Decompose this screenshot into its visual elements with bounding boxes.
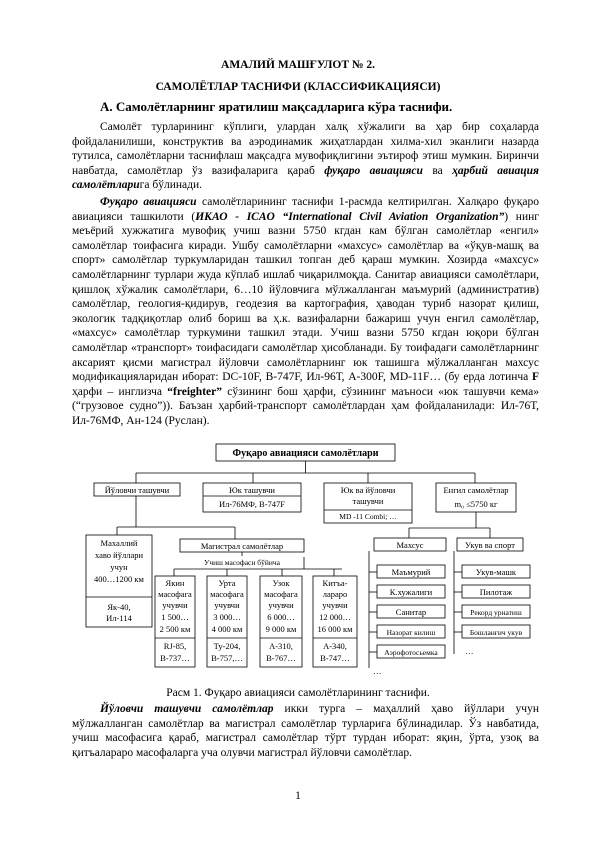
cargo-models: Ил-76МФ, B-747F bbox=[218, 499, 286, 509]
range-line: 4 000 км bbox=[211, 624, 243, 634]
local-line: Махаллий bbox=[100, 538, 138, 548]
paragraph-passenger bbox=[72, 702, 539, 760]
cargo-label: Юк ташувчи bbox=[229, 485, 275, 495]
paragraph-intro bbox=[72, 120, 539, 193]
range-models: RJ-85, bbox=[163, 641, 187, 651]
special-item: Санитар bbox=[395, 607, 427, 617]
range-box-medium bbox=[207, 576, 247, 667]
text-run: сўзининг бош ҳарфи, сўзининг маъноси «юк ташувчи кема» (“грузовое судно”)). Баъзан ҳарбий-транспорт самолётлардан ҳам фойдаланилади: Ил-76Т, Ил-76МФ, Ан-124 (Руслан). bbox=[72, 385, 539, 427]
range-line: Китъа- bbox=[322, 578, 348, 588]
document-subtitle: САМОЛЁТЛАР ТАСНИФИ (КЛАССИФИКАЦИЯСИ) bbox=[155, 81, 441, 93]
bold-text: “freighter” bbox=[167, 385, 222, 398]
passenger-label: Йўловчи ташувчи bbox=[104, 485, 170, 495]
training-items bbox=[462, 565, 530, 638]
range-line: масофага bbox=[158, 589, 192, 599]
text-run: ) нинг меъёрий хужжатига мувофиқ учиш вазни 5750 кгдан кам бўлган самолётлар «енгил» самолётлар тоифасига киради. Ушбу самолётларни «махсус» самолётлар ва «ўқув-машқ ва спорт» самолётлар туркумларидан ташкил топган деб қараш мумкин. Хозирда «махсус» самолётларнинг турлари жуда кўплаб ишлаб чиқарилмоқда. Санитар авиацияси самолётлари, қишлоқ хўжалик самолётлари, 6…10 йўловчига мўлжалланган маъмурий (административ) самолётлар, геология-қидирув, геодезия ва картография, ҳаводан туриб назорат қилиш, экологик тадқиқотлар олиб бориш ва ҳ.к. вазифаларни бажариш учун енгил самолётлар, «махсус» самолётлар туркумини ташкил этади. Учиш вазни 5750 кгдан юқори бўлган самолётлар «транспорт» тоифасидаги самолётлар ҳисобланади. Бу тоифадаги самолётларнинг аксарият қисми магистрал йўловчи самолётларнинг юк ташишга мўлжалланган махсус модификацияларидан иборат: DC-10F, B-747F, Ил-96Т, А-300F, MD-11F… (бу ерда лотинча bbox=[72, 210, 539, 384]
range-line: 6 000… bbox=[267, 612, 295, 622]
training-item: Укув-машк bbox=[475, 567, 517, 577]
range-line: Якин bbox=[165, 578, 185, 588]
special-items bbox=[377, 565, 445, 658]
range-box-intercontinental bbox=[313, 576, 357, 667]
local-line: хаво йўллари bbox=[94, 550, 144, 560]
special-item: Назорат килиш bbox=[386, 628, 436, 637]
range-line: 9 000 км bbox=[265, 624, 297, 634]
range-box-short bbox=[155, 576, 195, 667]
training-item: Рекорд урнатиш bbox=[470, 608, 522, 617]
light-label: Енгил самолётлар bbox=[443, 485, 509, 495]
range-line: масофага bbox=[210, 589, 244, 599]
bold-text: F bbox=[531, 371, 539, 384]
paragraph-civil-aviation bbox=[72, 195, 539, 429]
emphasis: Йўловчи ташувчи самолётлар bbox=[100, 703, 274, 715]
range-line: 16 000 км bbox=[317, 624, 353, 634]
range-models: A-310, bbox=[269, 641, 293, 651]
range-models: B-767… bbox=[266, 653, 296, 663]
emphasis: Фуқаро авиацияси bbox=[100, 196, 197, 208]
special-more: … bbox=[373, 666, 382, 676]
range-line: учувчи bbox=[268, 600, 294, 610]
local-models: Ил-114 bbox=[106, 613, 132, 623]
local-models: Як-40, bbox=[107, 602, 131, 612]
diagram-root-label: Фуқаро авиацияси самолётлари bbox=[232, 448, 379, 459]
range-line: Урта bbox=[218, 578, 236, 588]
combi-models: MD -11 Combi; … bbox=[339, 512, 397, 521]
combi-label: Юк ва йўловчи bbox=[340, 485, 396, 495]
range-line: Узок bbox=[272, 578, 290, 588]
trunk-label: Магистрал самолётлар bbox=[200, 541, 284, 551]
range-line: учувчи bbox=[322, 600, 348, 610]
training-item: Бошланғич укув bbox=[469, 628, 523, 637]
figure-caption: Расм 1. Фуқаро авиацияси самолётларининг таснифи. bbox=[166, 687, 430, 699]
light-weight: m₀ ≤5750 кг bbox=[454, 499, 498, 509]
trunk-note: Учиш масофаси бўйича bbox=[204, 558, 280, 567]
range-line: учувчи bbox=[162, 600, 188, 610]
range-line: 2 500 км bbox=[159, 624, 191, 634]
text-run: икки турга – маҳаллий ҳаво йўллари учун мўлжалланган самолётлар ва магистрал самолётлар турларига бўлинадилар. Ўз навбатида, учиш масофасига қараб, магистрал самолётлар тўрт турдан иборат: яқин, ўрта, узоқ ва қитъалараро масофаларга уча олувчи магистрал йўловчи самолётлар. bbox=[72, 703, 539, 759]
range-models: B-747… bbox=[320, 653, 350, 663]
text-run: самолётларининг таснифи 1-расмда келтирилган. Халқаро фуқаро авиацияси ташкилоти ( bbox=[72, 196, 539, 223]
range-models: Ту-204, bbox=[213, 641, 241, 651]
local-line: 400…1200 км bbox=[94, 574, 144, 584]
special-item: К.хужалиги bbox=[389, 587, 433, 597]
section-heading: А. Самолётларнинг яратилиш мақсадларига кўра таснифи. bbox=[100, 99, 453, 114]
emphasis: ҳарбий авиация самолётлари bbox=[72, 164, 539, 192]
page-number: 1 bbox=[295, 790, 301, 802]
special-item: Маъмурий bbox=[391, 567, 431, 577]
text-run: Самолёт турларининг кўплиги, улардан халқ хўжалиги ва ҳар бир соҳаларда фойдаланилиши, конструктив ва аэродинамик жиҳатлардан хилма-хил эканлиги назарда тутилса, самолётларни таснифлаш мақсадга мувофиқлигини эътироф этиш мумкин. Биринчи навбатда, самолётлар ўз вазифаларига қараб bbox=[72, 121, 539, 177]
combi-label-2: ташувчи bbox=[352, 496, 384, 506]
range-line: 1 500… bbox=[161, 612, 189, 622]
special-label: Махсус bbox=[396, 540, 424, 550]
range-line: масофага bbox=[264, 589, 298, 599]
emphasis: фуқаро авиацияси bbox=[324, 164, 423, 177]
local-line: учун bbox=[110, 562, 128, 572]
training-item: Пилотаж bbox=[479, 587, 513, 597]
range-models: B-737… bbox=[160, 653, 190, 663]
text-run: га бўлинади. bbox=[139, 179, 202, 192]
range-line: лараро bbox=[322, 589, 348, 599]
training-more: … bbox=[465, 646, 474, 656]
training-label: Укув ва спорт bbox=[465, 540, 515, 550]
classification-diagram bbox=[72, 440, 539, 682]
range-line: 3 000… bbox=[213, 612, 241, 622]
range-line: учувчи bbox=[214, 600, 240, 610]
document-title: АМАЛИЙ МАШҒУЛОТ № 2. bbox=[221, 59, 375, 71]
range-line: 12 000… bbox=[319, 612, 351, 622]
range-box-long bbox=[260, 576, 302, 667]
text-run: ва bbox=[422, 164, 453, 177]
range-models: A-340, bbox=[323, 641, 347, 651]
text-run: ҳарфи – инглизча bbox=[72, 385, 168, 398]
emphasis: ИКАО - ICAO “International Civil Aviation Organization” bbox=[195, 210, 505, 223]
range-models: B-757,… bbox=[211, 653, 243, 663]
special-item: Аэрофотосьемка bbox=[384, 648, 438, 657]
